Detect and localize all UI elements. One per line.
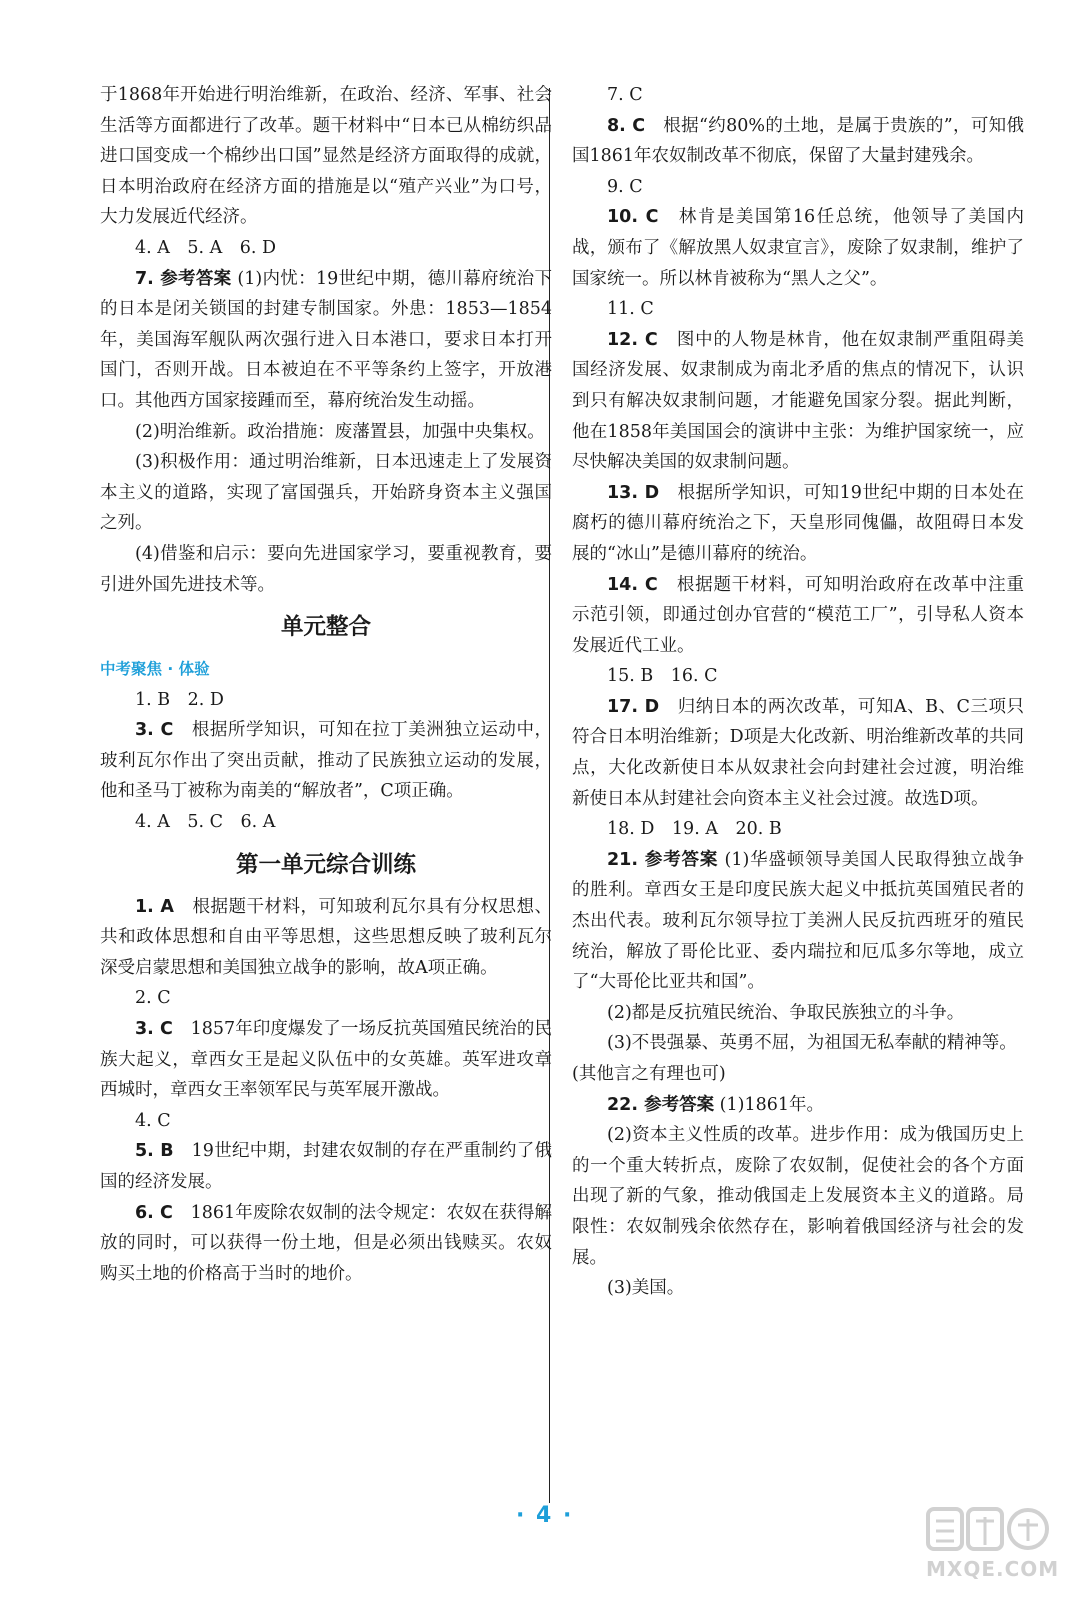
answer-item — [572, 111, 1024, 172]
answer-line: 15. B 16. C — [607, 666, 718, 687]
answer-line: 2. C — [135, 988, 171, 1009]
answer-text: 1857年印度爆发了一场反抗英国殖民统治的民族大起义，章西女王是起义队伍中的女英雄。英军进攻章西城时，章西女王率领军民与英军展开激战。 — [100, 1019, 552, 1101]
page-number: · 4 · — [516, 1503, 574, 1528]
answer-line: 7. C — [607, 85, 643, 105]
answer-number: 13. D — [607, 482, 660, 503]
answer-item — [100, 1014, 552, 1106]
answer-text: 根据所学知识，可知在拉丁美洲独立运动中，玻利瓦尔作出了突出贡献，推动了民族独立运动的发展，他和圣马丁被称为南美的“解放者”，C项正确。 — [100, 720, 552, 802]
answer-item — [100, 892, 552, 984]
answer-text: 根据题干材料，可知明治政府在改革中注重示范引领，即通过创办官营的“模范工厂”，引导私人资本发展近代工业。 — [572, 574, 1024, 656]
answer-text: (1)1861年。 — [719, 1094, 824, 1115]
answer-text: 归纳日本的两次改革，可知A、B、C三项只符合日本明治维新；D项是大化改新、明治维新改革的共同点，大化改新使日本从奴隶社会向封建社会过渡，明治维新使日本从封建社会向资本主义社会过渡。故选D项。 — [572, 696, 1025, 809]
answer-text: 根据所学知识，可知19世纪中期的日本处在腐朽的德川幕府统治之下，天皇形同傀儡，故阻碍日本发展的“冰山”是德川幕府的统治。 — [572, 482, 1024, 564]
answer-item — [572, 325, 1024, 478]
answer-line: 18. D 19. A 20. B — [607, 819, 782, 840]
answer-number: 12. C — [607, 329, 658, 350]
answer-number: 7. 参考答案 — [135, 268, 232, 289]
answer-number: 10. C — [607, 207, 659, 228]
paragraph: (3)不畏强暴、英勇不屈，为祖国无私奉献的精神等。 — [607, 1033, 1017, 1054]
answer-line: 1. B 2. D — [135, 689, 224, 710]
answer-item — [100, 1136, 552, 1197]
answer-number: 6. C — [135, 1202, 173, 1223]
answer-item — [572, 845, 1024, 998]
answer-line: 4. C — [135, 1110, 171, 1131]
answer-line: 9. C — [607, 176, 643, 197]
paragraph: 于1868年开始进行明治维新，在政治、经济、军事、社会生活等方面都进行了改革。题干材料中“日本已从棉纺织品进口国变成一个棉纱出口国”显然是经济方面取得的成就，日本明治政府在经济方面的措施是以“殖产兴业”为口号，大力发展近代经济。 — [100, 85, 552, 228]
answer-item — [572, 202, 1024, 294]
answer-number: 1. A — [135, 896, 174, 917]
answer-item — [100, 264, 552, 417]
answer-item — [572, 570, 1024, 662]
answer-line: 11. C — [607, 299, 654, 320]
answer-number: 5. B — [135, 1141, 174, 1162]
watermark — [922, 1505, 1060, 1597]
answer-line: 4. A 5. A 6. D — [135, 237, 277, 258]
answer-item — [572, 692, 1024, 814]
paragraph: (其他言之有理也可) — [572, 1064, 726, 1084]
section-subheading: 中考聚焦 · 体验 — [100, 660, 210, 679]
paragraph: (2)明治维新。政治措施：废藩置县，加强中央集权。 — [135, 421, 545, 442]
answer-item — [100, 715, 552, 807]
answer-item — [100, 1198, 552, 1290]
watermark-logo-icon — [922, 1505, 1052, 1561]
answer-number: 3. C — [135, 1019, 173, 1040]
answer-text: 根据“约80%的土地，是属于贵族的”，可知俄国1861年农奴制改革不彻底，保留了大量封建残余。 — [572, 115, 1024, 167]
left-column — [100, 80, 552, 1289]
answer-number: 8. C — [607, 115, 646, 136]
answer-line: 4. A 5. C 6. A — [135, 812, 276, 833]
watermark-text: MXQE.COM — [926, 1557, 1060, 1581]
answer-item — [572, 1090, 1024, 1121]
answer-number: 22. 参考答案 — [607, 1094, 715, 1115]
answer-text: 林肯是美国第16任总统，他领导了美国内战，颁布了《解放黑人奴隶宣言》，废除了奴隶制，维护了国家统一。所以林肯被称为“黑人之父”。 — [572, 207, 1024, 289]
paragraph: (2)都是反抗殖民统治、争取民族独立的斗争。 — [607, 1002, 965, 1023]
section-heading: 第一单元综合训练 — [235, 851, 416, 878]
answer-number: 21. 参考答案 — [607, 849, 719, 870]
answer-number: 14. C — [607, 574, 658, 595]
paragraph: (2)资本主义性质的改革。进步作用：成为俄国历史上的一个重大转折点，废除了农奴制，促使社会的各个方面出现了新的气象，推动俄国走上发展资本主义的道路。局限性：农奴制残余依然存在，影响着俄国经济与社会的发展。 — [572, 1125, 1024, 1268]
answer-number: 3. C — [135, 720, 174, 741]
answer-text: 图中的人物是林肯，他在奴隶制严重阻碍美国经济发展、奴隶制成为南北矛盾的焦点的情况下，认识到只有解决奴隶制问题，才能避免国家分裂。据此判断，他在1858年美国国会的演讲中主张：为维护国家统一，应尽快解决美国的奴隶制问题。 — [572, 329, 1024, 473]
section-heading: 单元整合 — [280, 614, 371, 641]
paragraph: (3)美国。 — [607, 1278, 685, 1299]
answer-item — [572, 478, 1024, 570]
answer-text: 19世纪中期，封建农奴制的存在严重制约了俄国的经济发展。 — [100, 1141, 552, 1192]
paragraph: (4)借鉴和启示：要向先进国家学习，要重视教育，要引进外国先进技术等。 — [100, 543, 552, 595]
answer-number: 17. D — [607, 696, 660, 717]
right-column — [572, 80, 1024, 1304]
paragraph: (3)积极作用：通过明治维新，日本迅速走上了发展资本主义的道路，实现了富国强兵，开始跻身资本主义强国之列。 — [100, 452, 552, 534]
answer-text: 根据题干材料，可知玻利瓦尔具有分权思想、共和政体思想和自由平等思想，这些思想反映了玻利瓦尔深受启蒙思想和美国独立战争的影响，故A项正确。 — [100, 896, 552, 978]
answer-text: (1)内忧：19世纪中期，德川幕府统治下的日本是闭关锁国的封建专制国家。外患：1853—1854年，美国海军舰队两次强行进入日本港口，要求日本打开国门，否则开战。日本被迫在不平等条约上签字，开放港口。其他西方国家接踵而至，幕府统治发生动摇。 — [100, 268, 552, 411]
answer-text: 1861年废除农奴制的法令规定：农奴在获得解放的同时，可以获得一份土地，但是必须出钱赎买。农奴购买土地的价格高于当时的地价。 — [100, 1202, 552, 1284]
answer-text: (1)华盛顿领导美国人民取得独立战争的胜利。章西女王是印度民族大起义中抵抗英国殖民者的杰出代表。玻利瓦尔领导拉丁美洲人民反抗西班牙的殖民统治，解放了哥伦比亚、委内瑞拉和厄瓜多尔等地，成立了“大哥伦比亚共和国”。 — [572, 849, 1024, 993]
